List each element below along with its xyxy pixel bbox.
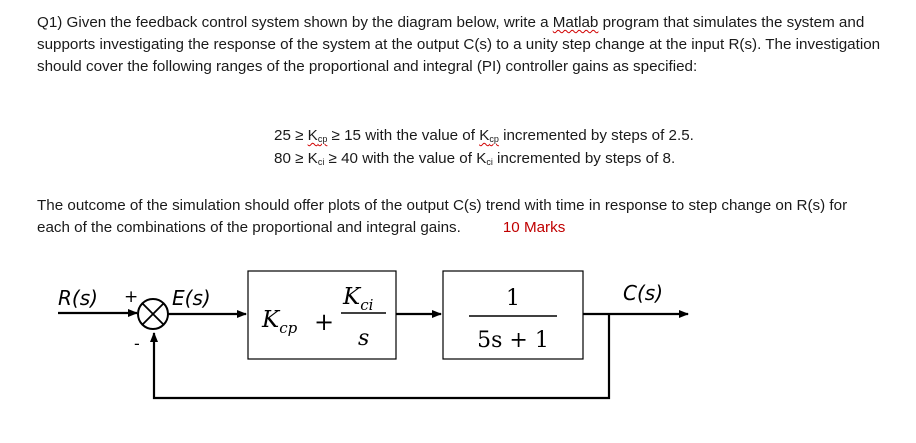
question-intro-rest: program that simulates the system and supports investigating the response of the system at the output C(s) to a unity step change at the input R(s). The investigation should cover the following ranges of the proportional and integral (PI) controller gains as specified: — [37, 14, 881, 76]
plant-numerator: 1 — [506, 286, 520, 311]
kcp-term: $K_{cp}$ — [262, 307, 298, 337]
controller-plus: + — [314, 308, 335, 336]
input-label: R(s) — [58, 286, 98, 310]
plant-denominator: 5s + 1 — [477, 328, 549, 353]
summing-junction — [138, 299, 168, 329]
error-label: E(s) — [172, 286, 211, 310]
kci-symbol: $K_{ci}$ — [307, 150, 325, 167]
minus-sign: - — [134, 334, 140, 353]
output-label: C(s) — [623, 281, 663, 305]
kcp-symbol-2: $K_{cp}$ — [479, 127, 499, 144]
controller-denominator: s — [358, 326, 370, 351]
plus-sign: + — [124, 287, 139, 307]
kci-range: $80 \ge K_{ci} \ge 40$ with the value of $K_{ci}$ incremented by steps of 8. — [274, 150, 676, 167]
marks-label: 10 Marks — [502, 219, 566, 237]
outcome-paragraph: The outcome of the simulation should offer plots of the output C(s) trend with time in response to step change on R(s) for each of the combinations of the proportional and integral gains. 10 Marks — [37, 197, 848, 237]
question-intro: Q1) Given the feedback control system shown by the diagram below, write a — [37, 14, 553, 31]
kci-term: $K_{ci}$ — [343, 284, 374, 314]
kcp-symbol: $K_{cp}$ — [307, 127, 328, 144]
matlab-word: Matlab — [552, 14, 599, 31]
kci-symbol-2: $K_{ci}$ — [476, 150, 493, 167]
kcp-range: $25 \ge K_{cp} \ge 15$ with the value of $K_{cp}$ incremented by steps of 2.5. — [274, 127, 694, 144]
